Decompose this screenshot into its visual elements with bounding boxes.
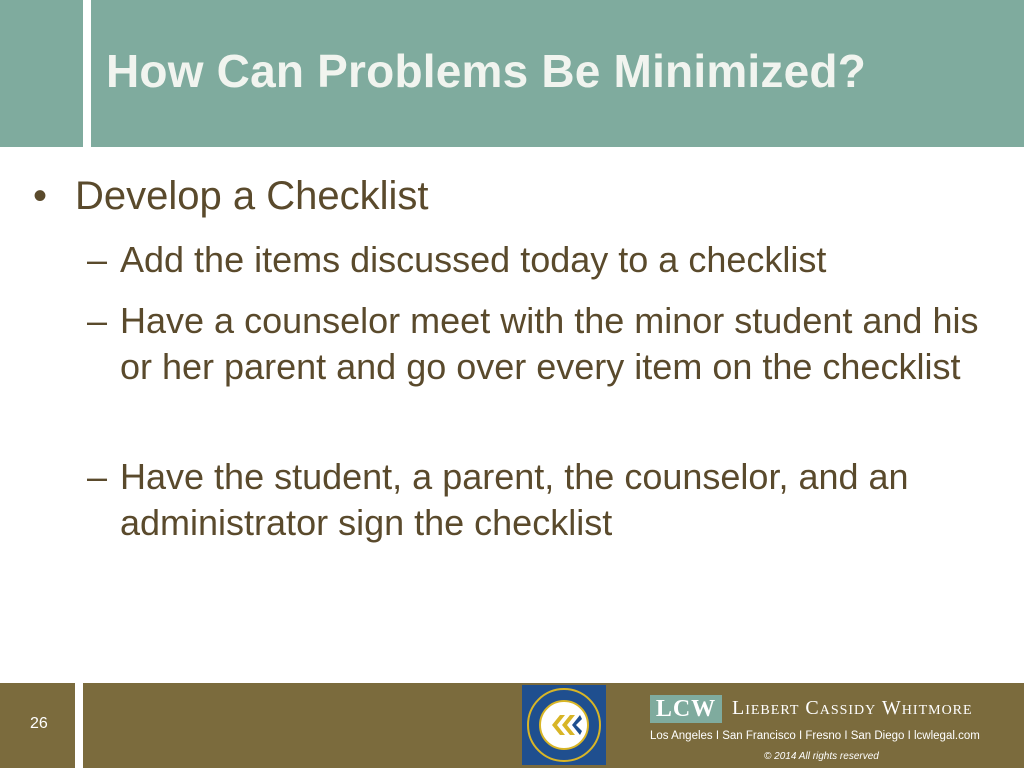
title-bar-left-block: [0, 0, 83, 147]
sub-item-text: Add the items discussed today to a checklist: [120, 239, 827, 280]
copyright: © 2014 All rights reserved: [764, 751, 879, 762]
title-bar-divider: [83, 0, 91, 147]
page-number: 26: [30, 715, 48, 732]
sub-item-marker: –: [87, 239, 108, 280]
footer-divider: [75, 683, 83, 768]
sub-item-marker: –: [87, 300, 108, 341]
sub-item-text: Have the student, a parent, the counselor, and an administrator sign the checklist: [120, 456, 909, 543]
lcw-logo-box: LCW: [650, 695, 722, 723]
bullet-marker: •: [33, 174, 48, 218]
firm-name: Liebert Cassidy Whitmore: [732, 697, 973, 719]
college-seal-icon: [522, 685, 606, 765]
sub-item-text: Have a counselor meet with the minor student and his or her parent and go over every item on the checklist: [120, 300, 979, 387]
firm-offices: Los Angeles I San Francisco I Fresno I San Diego I lcwlegal.com: [650, 730, 980, 742]
slide-title: How Can Problems Be Minimized?: [106, 45, 866, 97]
title-bar: [0, 0, 1024, 147]
bullet-text: Develop a Checklist: [75, 174, 429, 218]
footer-bar: [0, 683, 1024, 768]
sub-item-marker: –: [87, 456, 108, 497]
bullet-item: [33, 174, 429, 219]
